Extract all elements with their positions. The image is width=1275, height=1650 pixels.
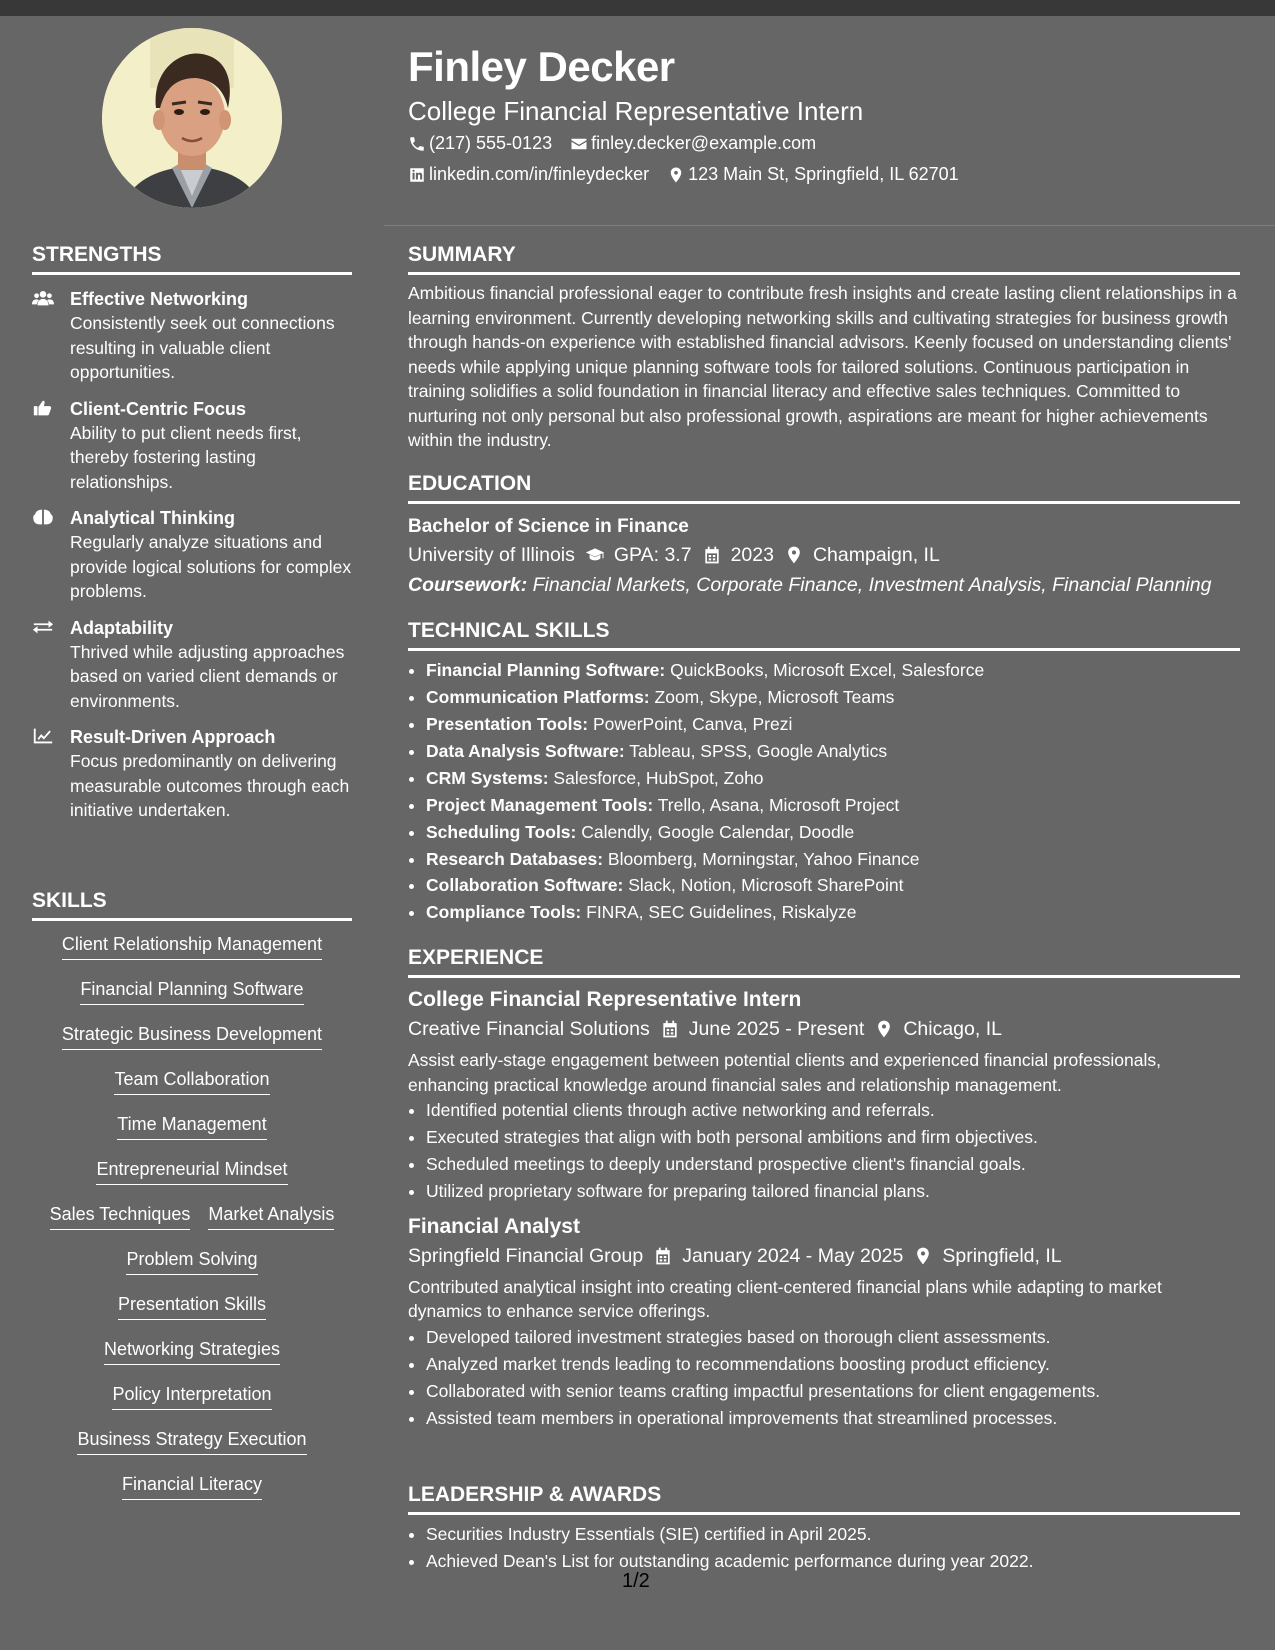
skill-label: Scheduling Tools: [426,821,577,842]
skill-label: Data Analysis Software: [426,740,625,761]
list-item [426,657,1240,684]
strength-item [32,616,352,714]
location-text: Springfield, IL [942,1244,1062,1267]
calendar-icon [660,1019,680,1039]
email-contact[interactable] [570,133,816,154]
skill-value: FINRA, SEC Guidelines, Riskalyze [586,902,857,923]
calendar-icon [702,545,722,565]
leadership-list [408,1521,1240,1575]
skill-value: Slack, Notion, Microsoft SharePoint [628,875,904,896]
technical-skills-list [408,657,1240,926]
strength-title: Effective Networking [70,289,249,310]
degree: Bachelor of Science in Finance [408,516,689,538]
skill-label: Collaboration Software: [426,875,624,896]
brain-icon [32,506,70,604]
exchange-icon [32,616,70,714]
list-item [426,899,1240,926]
experience-heading: EXPERIENCE [408,945,1240,978]
graduation-year [702,540,774,570]
skill-value: Salesforce, HubSpot, Zoho [553,767,764,788]
skill-value: Tableau, SPSS, Google Analytics [629,740,888,761]
summary-heading: SUMMARY [408,242,1240,275]
skill-tag: Problem Solving [126,1246,257,1275]
linkedin-contact[interactable] [408,164,649,185]
skill-label: CRM Systems: [426,767,549,788]
summary-section [408,242,1240,453]
job-description: Contributed analytical insight into creating client-centered financial plans while adapting to market dynamics to enhance service offerings. [408,1276,1162,1322]
dates-text: June 2025 - Present [688,1018,865,1041]
profile-photo [102,28,282,208]
job-location [874,1014,1002,1044]
skill-tag: Financial Literacy [122,1471,262,1500]
job-entry [408,986,1240,1205]
strength-item [32,725,352,823]
skill-tag: Market Analysis [208,1201,334,1230]
job-entry [408,1213,1240,1432]
skill-label: Presentation Tools: [426,714,589,734]
year-text: 2023 [730,544,774,567]
contact-row-1 [408,133,834,154]
list-item: • Assisted team members in operational improvements that streamlined processes. [426,1405,1240,1432]
skill-value: Zoom, Skype, Microsoft Teams [654,687,895,708]
leadership-heading: LEADERSHIP & AWARDS [408,1482,1240,1515]
linkedin-icon [408,166,426,184]
skill-tag: Business Strategy Execution [77,1426,306,1455]
list-item: • Analyzed market trends leading to recommendations boosting product efficiency. [426,1351,1240,1378]
skill-tag: Policy Interpretation [112,1381,271,1410]
address-contact [667,164,959,185]
strength-title: Result-Driven Approach [70,727,276,748]
strength-item [32,287,352,385]
job-bullets [408,1097,1240,1205]
strength-title: Analytical Thinking [70,508,236,529]
line-chart-icon [32,725,70,823]
page-number: 1/2 [622,1570,650,1592]
graduation-cap-icon [585,545,605,565]
skill-label: Research Databases: [426,848,604,869]
email-text: finley.decker@example.com [591,133,817,153]
job-meta [408,1241,1240,1271]
job-title: College Financial Representative Intern [408,988,802,1012]
education-location [784,540,940,570]
list-item: • Securities Industry Essentials (SIE) certified in April 2025. [426,1521,1240,1548]
skill-tag: Financial Planning Software [80,976,303,1005]
skill-tag: Entrepreneurial Mindset [96,1156,287,1185]
list-item: • Collaborated with senior teams crafting impactful presentations for client engagements. [426,1378,1240,1405]
list-item: • Achieved Dean's List for outstanding academic performance during year 2022. [426,1548,1240,1575]
strength-item [32,506,352,604]
list-item [426,711,1240,738]
strength-desc: Regularly analyze situations and provide logical solutions for complex problems. [70,532,352,602]
skill-tag: Strategic Business Development [62,1021,322,1050]
users-icon [32,287,70,385]
strength-desc: Ability to put client needs first, thereby fostering lasting relationships. [70,422,302,492]
list-item [426,765,1240,792]
envelope-icon [570,135,588,153]
job-dates [653,1241,903,1271]
skill-label: Compliance Tools: [426,902,582,923]
job-location [913,1241,1061,1271]
job-title: Financial Analyst [408,1214,580,1238]
company-text: Creative Financial Solutions [408,1018,650,1041]
phone-text: (217) 555-0123 [429,133,553,153]
job-meta [408,1014,1240,1044]
education-section [408,471,1240,600]
summary-text: Ambitious financial professional eager to contribute fresh insights and create lasting client relationships in a learning environment. Currently developing networking skills and cultivating strategies for business growth through hands-on experience with established financial advisors. Keenly focused on understanding clients' needs while applying unique planning software tools for tailored solutions. Continuous participation in training solidifies a solid foundation in financial literacy and effective sales techniques. Committed to nurturing not only personal but also professional growth, aspirations are meant for higher achievements within the industry. [408,283,1237,451]
list-item: • Developed tailored investment strategies based on thorough client assessments. [426,1324,1240,1351]
dates-text: January 2024 - May 2025 [682,1244,904,1267]
strengths-section [32,242,352,823]
coursework-text: Financial Markets, Corporate Finance, Investment Analysis, Financial Planning [532,574,1212,597]
coursework-label: Coursework: [408,574,528,597]
list-item [426,846,1240,873]
contact-row-2 [408,164,977,185]
candidate-title: College Financial Representative Intern [408,96,864,126]
gpa-text: GPA: 3.7 [613,544,692,567]
map-pin-icon [913,1246,933,1266]
calendar-icon [653,1246,673,1266]
skill-tag: Client Relationship Management [62,931,322,960]
gpa [585,540,692,570]
location-text: Champaign, IL [812,544,940,567]
coursework [408,570,1240,600]
skill-value: Trello, Asana, Microsoft Project [657,794,900,815]
job-dates [660,1014,865,1044]
skill-value: PowerPoint, Canva, Prezi [592,714,793,734]
skill-tag: Time Management [117,1111,266,1140]
company [408,1241,643,1271]
strength-desc: Thrived while adjusting approaches based on varied client demands or environments. [70,641,345,711]
map-pin-icon [874,1019,894,1039]
list-item [426,872,1240,899]
skill-list [32,931,352,1516]
technical-skills-heading: TECHNICAL SKILLS [408,618,1240,651]
list-item [426,684,1240,711]
job-description: Assist early-stage engagement between potential clients and experienced financial professionals, enhancing practical knowledge around financial sales and relationship management. [408,1050,1161,1095]
map-pin-icon [667,166,685,184]
list-item: • Scheduled meetings to deeply understand prospective client's financial goals. [426,1151,1240,1178]
list-item: • Utilized proprietary software for preparing tailored financial plans. [426,1178,1240,1205]
technical-skills-section [408,618,1240,926]
list-item: • Executed strategies that align with both personal ambitions and firm objectives. [426,1124,1240,1151]
top-bar [0,0,1275,16]
skill-tag: Sales Techniques [50,1201,191,1230]
thumbs-up-icon [32,397,70,495]
skill-label: Communication Platforms: [426,687,650,708]
skill-tag: Team Collaboration [114,1066,269,1095]
phone-contact[interactable] [408,133,552,154]
strength-desc: Consistently seek out connections resulting in valuable client opportunities. [70,313,335,383]
strength-title: Adaptability [70,617,174,638]
address-text: 123 Main St, Springfield, IL 62701 [688,164,959,184]
leadership-section [408,1482,1240,1575]
company-text: Springfield Financial Group [408,1244,644,1267]
strengths-heading: STRENGTHS [32,242,352,275]
skill-value: Bloomberg, Morningstar, Yahoo Finance [607,848,920,869]
map-pin-icon [784,545,804,565]
header-divider [384,225,1275,226]
skill-tag: Networking Strategies [104,1336,280,1365]
skill-value: QuickBooks, Microsoft Excel, Salesforce [670,660,985,681]
skills-section [32,888,352,1516]
skill-label: Project Management Tools: [426,794,654,815]
candidate-name: Finley Decker [408,43,675,90]
skill-value: Calendly, Google Calendar, Doodle [581,821,855,842]
linkedin-text: linkedin.com/in/finleydecker [429,164,650,184]
skill-tag: Presentation Skills [118,1291,266,1320]
school-text: University of Illinois [408,544,575,567]
education-meta [408,540,1240,570]
strength-desc: Focus predominantly on delivering measurable outcomes through each initiative undertaken. [70,751,350,821]
job-bullets [408,1324,1240,1432]
list-item: • Identified potential clients through active networking and referrals. [426,1097,1240,1124]
experience-section [408,945,1240,1431]
list-item [426,792,1240,819]
education-heading: EDUCATION [408,471,1240,504]
skills-heading: SKILLS [32,888,352,921]
strength-title: Client-Centric Focus [70,398,247,419]
location-text: Chicago, IL [903,1018,1002,1041]
list-item [426,738,1240,765]
list-item [426,819,1240,846]
phone-icon [408,135,426,153]
school-name [408,540,575,570]
strength-item [32,397,352,495]
skill-label: Financial Planning Software: [426,660,666,681]
company [408,1014,650,1044]
